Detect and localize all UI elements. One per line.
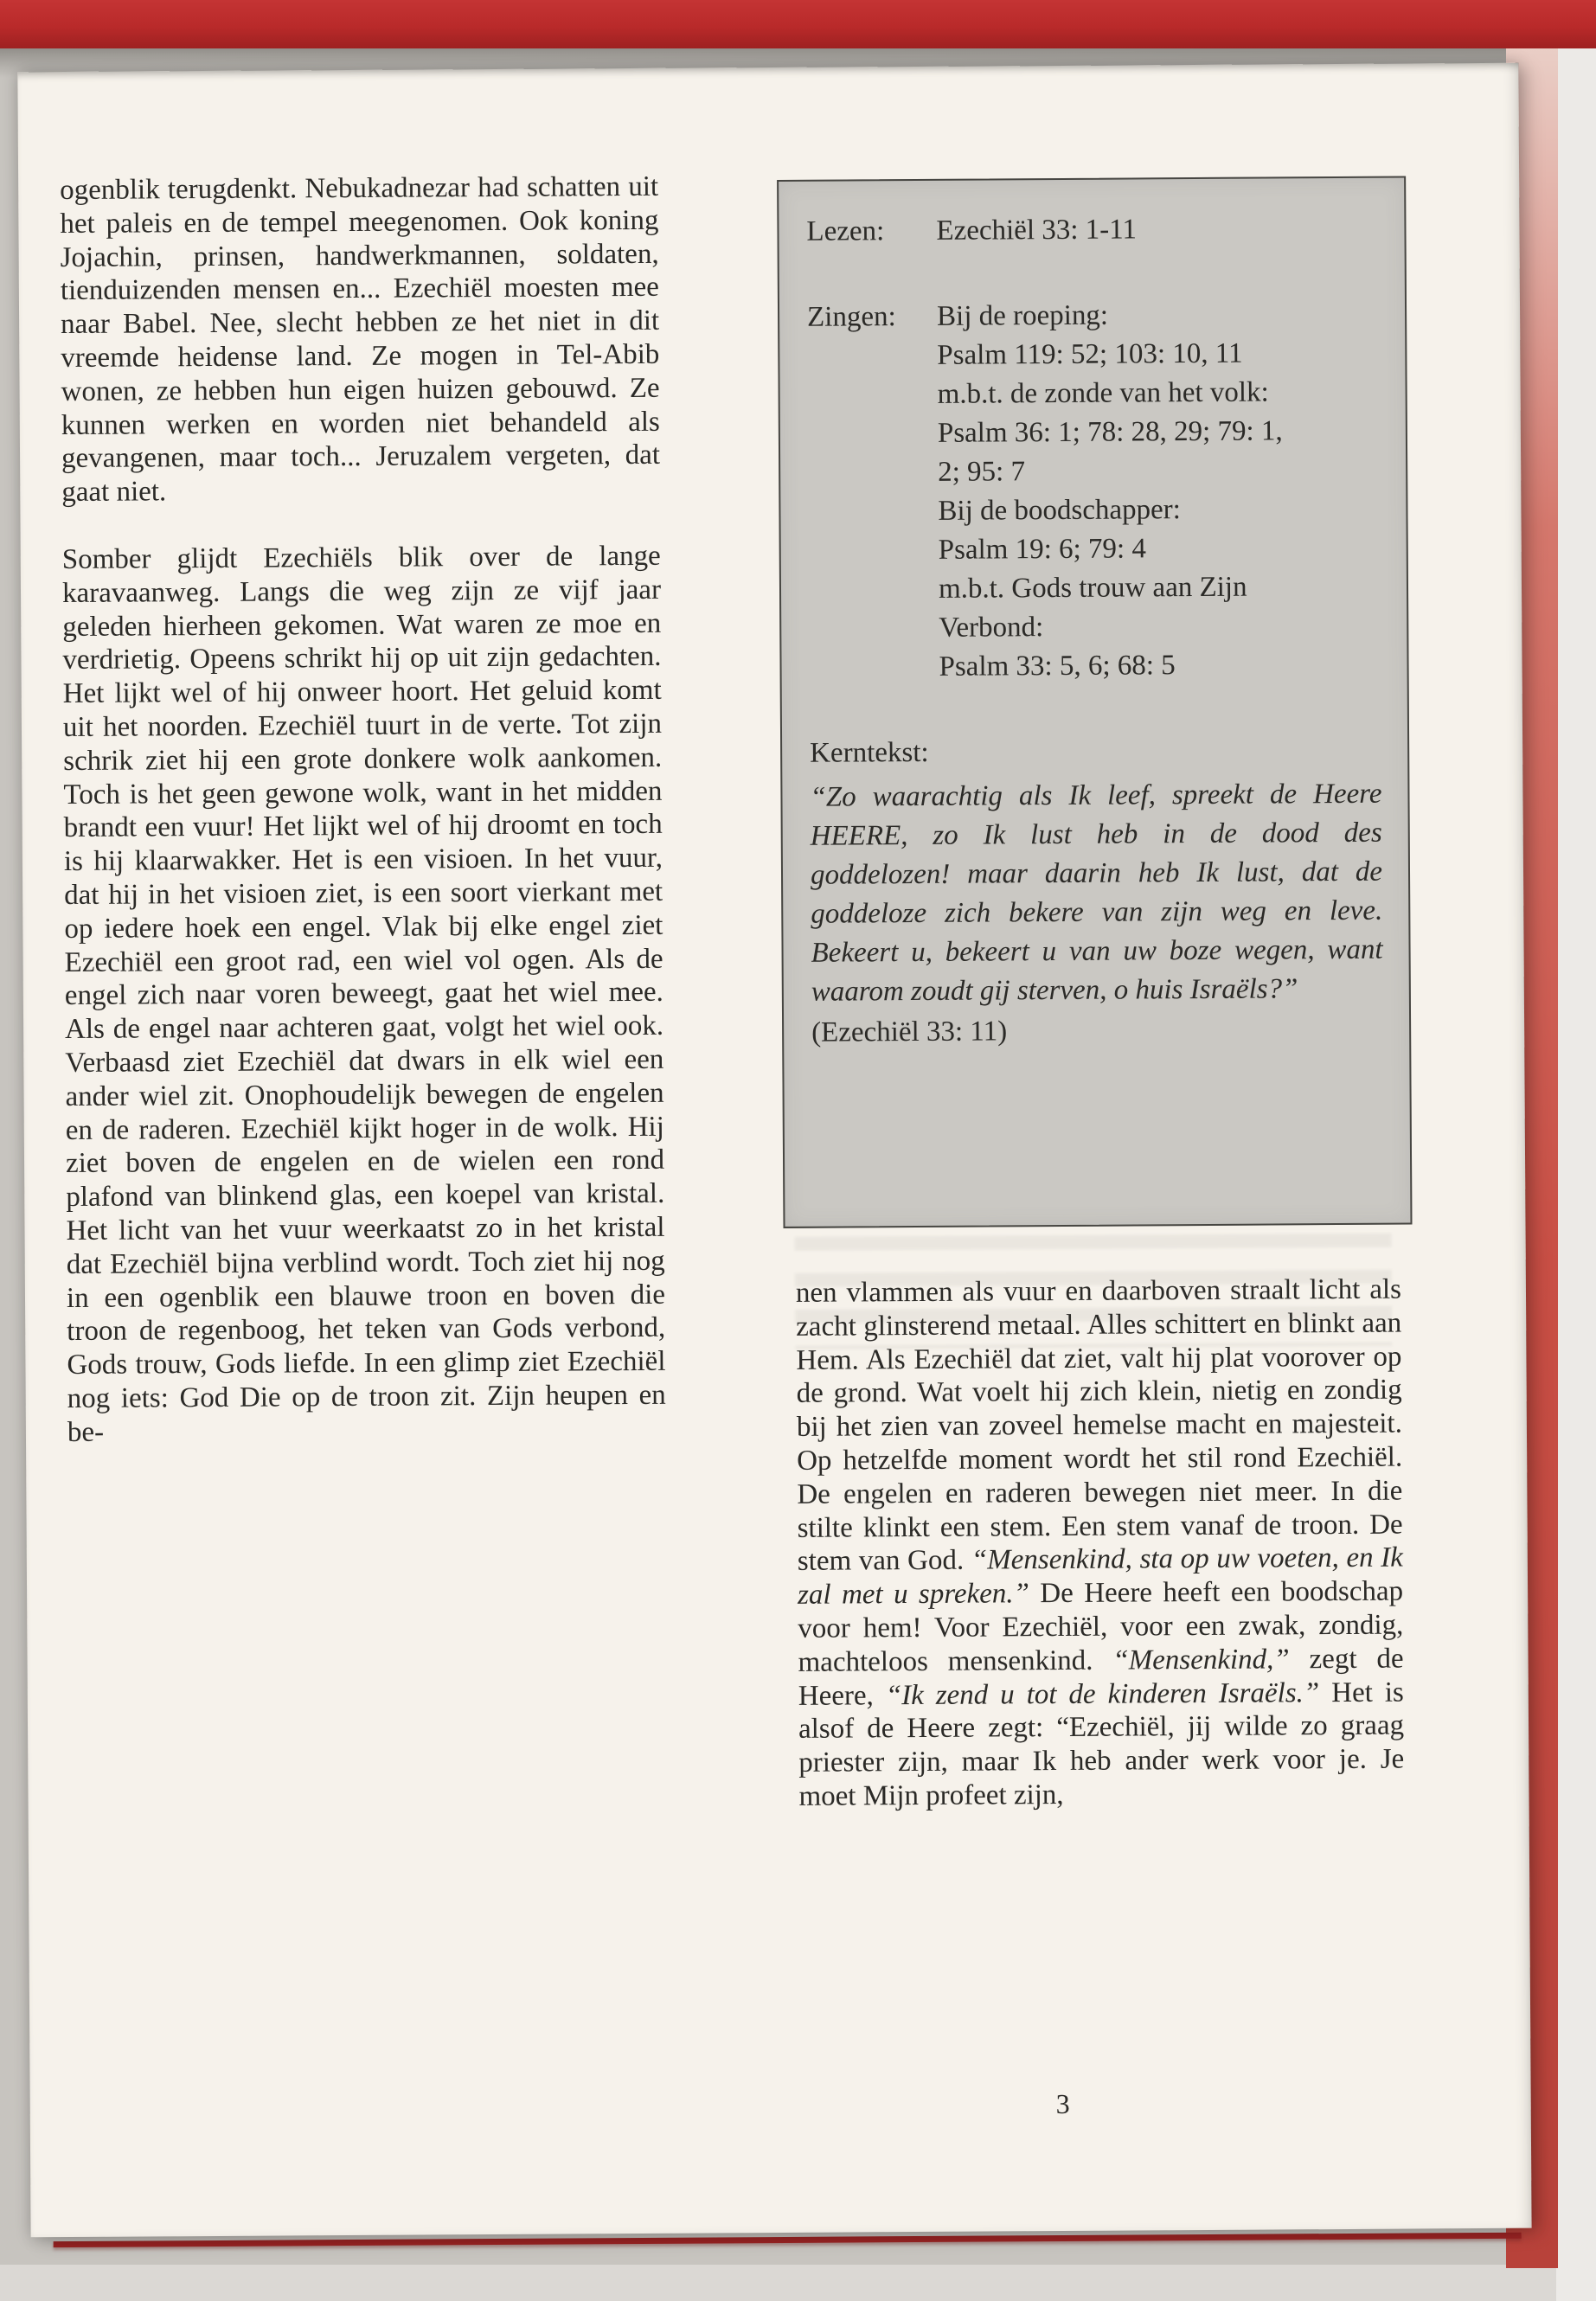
zingen-label: Zingen: — [806, 301, 896, 333]
scanner-background-strip — [1556, 0, 1596, 2301]
zingen-line: Verbond: — [939, 612, 1044, 644]
zingen-line: Psalm 119: 52; 103: 10, 11 — [937, 337, 1243, 371]
kerntekst-reference: (Ezechiël 33: 11) — [811, 1016, 1008, 1048]
lezen-label: Lezen: — [806, 215, 885, 247]
page-number: 3 — [1055, 2087, 1070, 2120]
kerntekst-quote: “Zo waarachtig als Ik leef, spreekt de Heere HEERE, zo Ik lust heb in de dood des goddelozen! maar daarin heb Ik lust, dat de goddeloze zich bekere van zijn weg en leve. Bekeert u, bekeert u van uw boze wegen, want waarom zoudt gij sterven, o huis Israëls?” — [810, 778, 1383, 1008]
kerntekst-label: Kerntekst: — [810, 736, 929, 769]
zingen-line: Psalm 19: 6; 79: 4 — [938, 533, 1147, 566]
lezen-row — [806, 209, 1378, 252]
scanned-book — [17, 63, 1533, 2248]
body-paragraph: Somber glijdt Ezechiëls blik over de lange karavaanweg. Langs die weg zijn ze vijf jaar geleden hierheen gekomen. Wat waren ze moe en verdrietig. Opeens schrikt hij op uit zijn gedachten. Het lijkt wel of hij onweer hoort. Het geluid komt uit het noorden. Ezechiël tuurt in de verte. Tot zijn schrik ziet hij een grote donkere wolk aankomen. Toch is het geen gewone wolk, want in het midden brandt een vuur! Het lijkt wel of hij droomt en toch is hij klaarwakker. Het is een visioen. In het vuur, dat hij in het visioen ziet, is een soort vierkant met op iedere hoek een engel. Vlak bij elke engel ziet Ezechiël een groot rad, een wiel vol ogen. Als de engel zich naar voren beweegt, gaat het wiel mee. Als de engel naar achteren gaat, volgt het wiel ook. Verbaasd ziet Ezechiël dat dwars in elk wiel een ander wiel zit. Onophoudelijk bewegen de engelen en de raderen. Ezechiël kijkt hoger in de wolk. Hij ziet boven de engelen en de wielen een rond plafond van blinkend glas, een koepel van kristal. Het licht van het vuur weerkaatst zo in het kristal dat Ezechiël bijna verblind wordt. Toch ziet hij nog in een ogenblik een blauwe troon en boven die troon de regenboog, het teken van Gods verbond, Gods trouw, Gods liefde. In een glimp ziet Ezechiël nog iets: God Die op de troon zit. Zijn heupen en be- — [61, 540, 666, 1448]
zingen-list — [937, 295, 1381, 687]
scanner-bottom-strip — [0, 2265, 1596, 2301]
body-paragraph: ogenblik terugdenkt. Nebukadnezar had schatten uit het paleis en de tempel meegenomen. Ook koning Jojachin, prinsen, handwerkmannen, soldaten, tienduizenden mensen en... Ezechiël moesten mee naar Babel. Nee, slecht hebben ze het niet in dit vreemde heidense land. Ze mogen in Tel-Abib wonen, ze hebben hun eigen huizen gebouwd. Ze kunnen werken en worden niet behandeld als gevangenen, maar toch... Jeruzalem vergeten, dat gaat niet. — [60, 170, 661, 509]
body-paragraph: nen vlammen als vuur en daarboven straalt licht als zacht glinsterend metaal. Alles schittert en blinkt aan Hem. Als Ezechiël dat ziet, valt hij plat voorover op de grond. Wat voelt hij zich klein, nietig en zondig bij het zien van zoveel hemelse macht en majesteit. Op hetzelfde moment wordt het stil rond Ezechiël. De engelen en raderen bewegen niet meer. In die stilte klinkt een stem. Een stem vanaf de troon. De stem van God. “Mensenkind, sta op uw voeten, en Ik zal met u spreken.” De Heere heeft een boodschap voor hem! Voor Ezechiël, voor een zwak, zondig, machteloos mensenkind. “Mensenkind,” zegt de Heere, “Ik zend u tot de kinderen Israëls.” Het is alsof de Heere zegt: “Ezechiël, jij wilde zo graag priester zijn, maar Ik heb ander werk voor je. Je moet Mijn profeet zijn, — [795, 1273, 1405, 1812]
zingen-line: 2; 95: 7 — [938, 456, 1026, 488]
lezen-value: Ezechiël 33: 1-11 — [936, 214, 1138, 247]
right-text-column — [777, 176, 1416, 1814]
zingen-line: Bij de roeping: — [936, 299, 1109, 332]
zingen-row — [807, 295, 1381, 688]
lesson-info-box — [777, 176, 1412, 1228]
left-text-column — [60, 170, 666, 1484]
zingen-line: Psalm 36: 1; 78: 28, 29; 79: 1, — [937, 415, 1283, 449]
zingen-line: m.b.t. Gods trouw aan Zijn — [938, 571, 1247, 605]
zingen-line: Psalm 33: 5, 6; 68: 5 — [939, 650, 1176, 683]
zingen-line: Bij de boodschapper: — [938, 494, 1181, 527]
book-page — [17, 63, 1531, 2238]
scan-top-red-bar — [0, 0, 1596, 48]
zingen-line: m.b.t. de zonde van het volk: — [937, 376, 1269, 410]
